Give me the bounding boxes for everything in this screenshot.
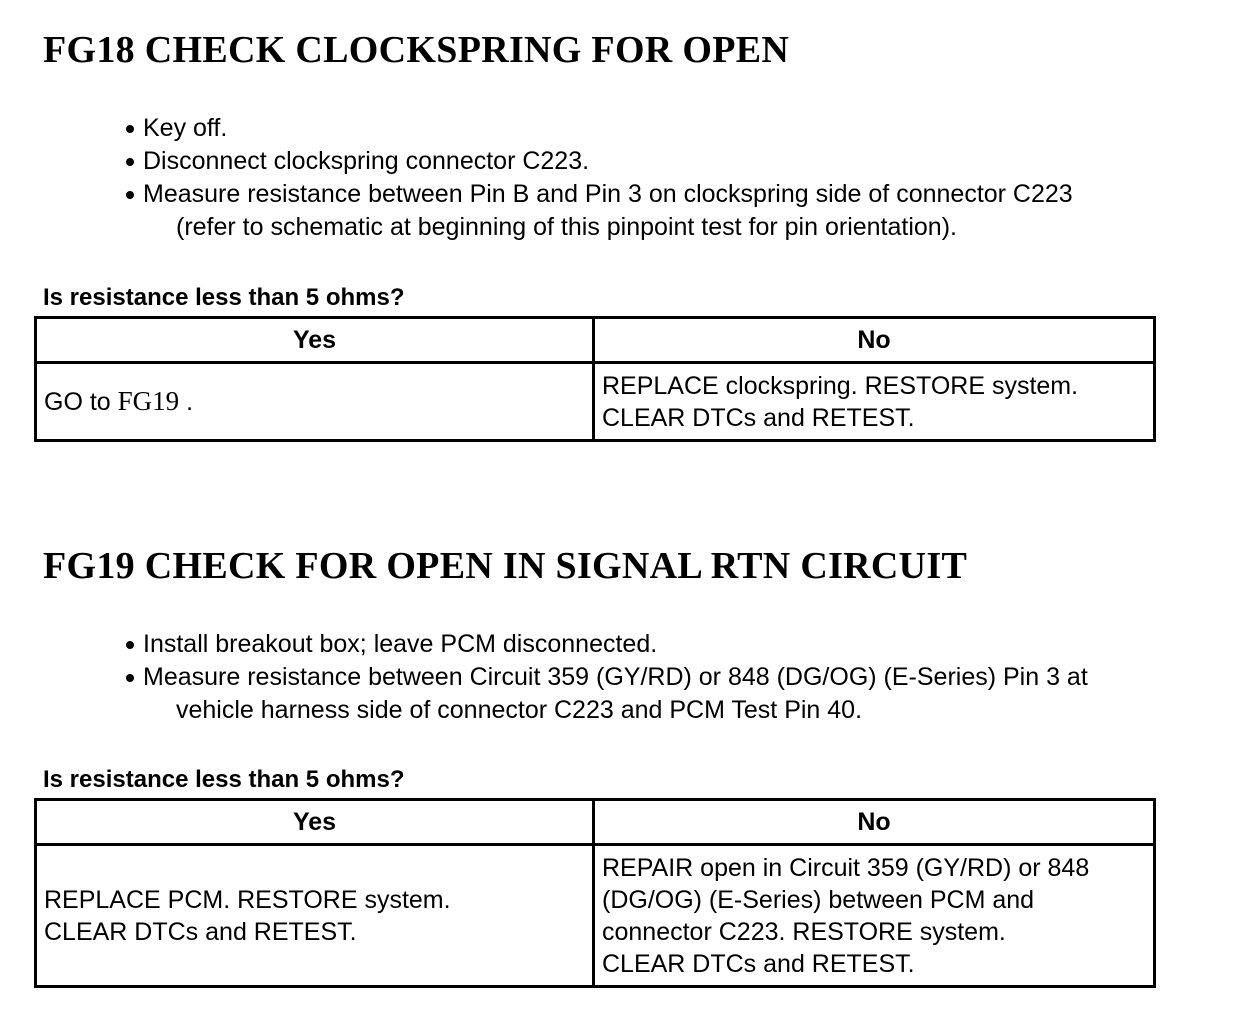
list-item xyxy=(124,145,1073,178)
goto-fg19-link[interactable]: FG19 xyxy=(117,386,180,416)
yes-cell xyxy=(36,845,594,987)
step-continuation: vehicle harness side of connector C223 and PCM Test Pin 40. xyxy=(176,696,863,724)
table-row xyxy=(36,845,1155,987)
step-continuation: (refer to schematic at beginning of this pinpoint test for pin orientation). xyxy=(176,213,957,241)
no-cell xyxy=(594,363,1155,441)
list-item xyxy=(124,628,1088,661)
fg19-question: Is resistance less than 5 ohms? xyxy=(43,766,405,793)
step-text: Key off. xyxy=(143,114,228,142)
bullet-icon xyxy=(126,158,134,166)
table-row xyxy=(36,363,1155,441)
table-header-row xyxy=(36,318,1155,363)
no-cell-line: (DG/OG) (E-Series) between PCM and xyxy=(602,885,1035,914)
no-cell-line: connector C223. RESTORE system. xyxy=(602,917,1006,946)
yes-cell xyxy=(36,363,594,441)
fg19-answer-table xyxy=(34,798,1156,988)
fg18-steps-list xyxy=(124,112,1073,244)
no-cell-line: CLEAR DTCs and RETEST. xyxy=(602,403,915,432)
no-cell-line: REPLACE clockspring. RESTORE system. xyxy=(602,371,1079,400)
fg18-question: Is resistance less than 5 ohms? xyxy=(43,284,405,311)
fg18-heading: FG18 CHECK CLOCKSPRING FOR OPEN xyxy=(43,29,790,71)
yes-header: Yes xyxy=(36,318,594,363)
no-cell-line: REPAIR open in Circuit 359 (GY/RD) or 848 xyxy=(602,853,1090,882)
bullet-icon xyxy=(126,191,134,199)
table-header-row xyxy=(36,800,1155,845)
fg19-heading: FG19 CHECK FOR OPEN IN SIGNAL RTN CIRCUIT xyxy=(43,545,968,587)
step-text: Measure resistance between Circuit 359 (GY/RD) or 848 (DG/OG) (E-Series) Pin 3 at xyxy=(143,663,1088,691)
bullet-icon xyxy=(126,674,134,682)
no-cell-line: CLEAR DTCs and RETEST. xyxy=(602,949,915,978)
yes-cell-line: CLEAR DTCs and RETEST. xyxy=(44,917,357,946)
step-text: Disconnect clockspring connector C223. xyxy=(143,147,590,175)
bullet-icon xyxy=(126,641,134,649)
no-header: No xyxy=(594,800,1155,845)
fg19-steps-list xyxy=(124,628,1088,727)
step-text: Measure resistance between Pin B and Pin 3 on clockspring side of connector C223 xyxy=(143,180,1073,208)
goto-suffix: . xyxy=(179,388,194,416)
list-item xyxy=(124,112,1073,145)
no-header: No xyxy=(594,318,1155,363)
yes-cell-line: REPLACE PCM. RESTORE system. xyxy=(44,885,451,914)
yes-header: Yes xyxy=(36,800,594,845)
list-item xyxy=(124,661,1088,727)
no-cell xyxy=(594,845,1155,987)
fg18-answer-table xyxy=(34,316,1156,442)
bullet-icon xyxy=(126,125,134,133)
list-item xyxy=(124,178,1073,244)
step-text: Install breakout box; leave PCM disconnected. xyxy=(143,630,658,658)
goto-prefix: GO to xyxy=(44,388,118,416)
